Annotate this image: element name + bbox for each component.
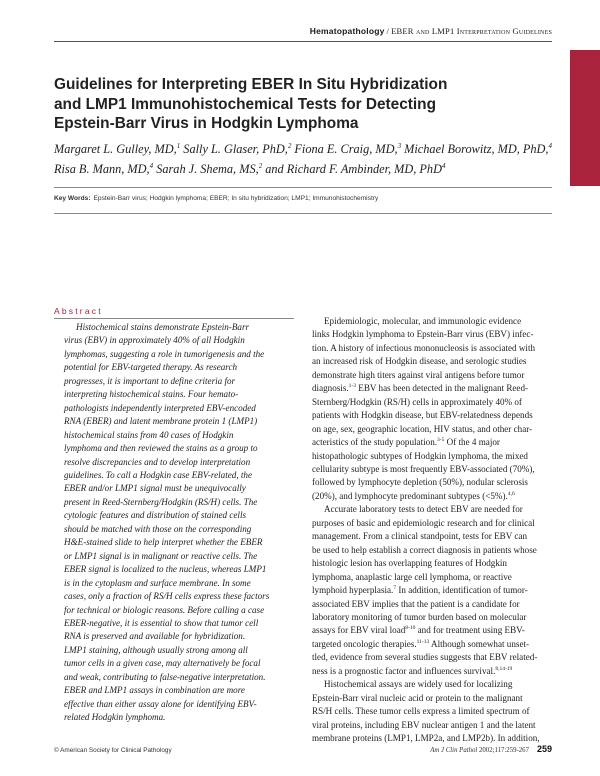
body-line-text: acteristics of the study population. (312, 437, 438, 448)
body-line-text: Histochemical assays are widely used for localizing (324, 679, 513, 690)
body-line-text: targeted oncologic therapies. (312, 638, 417, 649)
body-line (312, 638, 552, 651)
body-line-text: Epstein-Barr viral nucleic acid or protein to the malignant (312, 692, 523, 703)
body-line (312, 719, 552, 732)
journal-citation: 2002;117:259-267 (477, 747, 529, 754)
abstract-line: cases, only a fraction of RS/H cells express these factors (64, 591, 270, 602)
body-line-text: membrane proteins (LMP1, LMP2a, and LMP2b). In addition, (312, 733, 540, 744)
article-title (54, 75, 554, 134)
body-line (312, 678, 552, 691)
abstract-heading: Abstract (54, 306, 103, 316)
abstract-line: EBER and/or LMP1 signal must be unequivocally (64, 483, 246, 494)
citation-superscript: 11-13 (416, 638, 430, 645)
abstract-line: EBER-negative, it is essential to show that tumor cell (64, 617, 259, 628)
body-line (312, 598, 552, 611)
body-line (312, 490, 552, 503)
body-line (312, 651, 552, 664)
abstract-line: cytologic features and distribution of stained cells (64, 510, 247, 521)
body-line (312, 423, 552, 436)
body-line-text: lymphoma, anaplastic large cell lymphoma, or reactive (312, 571, 512, 582)
author-name: Margaret L. Gulley, MD, (54, 142, 177, 157)
body-line (312, 328, 552, 341)
author-list (54, 138, 554, 178)
abstract-line: EBER signal is localized to the nucleus, whereas LMP1 (64, 564, 267, 575)
body-line (312, 355, 552, 368)
abstract-line: tumor cells in a given case, may alternatively be focal (64, 658, 261, 669)
abstract-line: histochemical stains from 40 cases of Hodgkin (64, 429, 234, 440)
body-line-text: tled, evidence from several studies suggests that EBV related- (312, 652, 538, 663)
body-line-text: patients with Hodgkin disease, but EBV-relatedness depends (312, 410, 533, 421)
abstract-line: guidelines. To call a Hodgkin case EBV-related, the (64, 469, 252, 480)
body-line (312, 396, 552, 409)
abstract-line: should be matched with those on the corresponding (64, 523, 252, 534)
abstract-rule (54, 318, 294, 319)
body-line-text: laboratory monitoring of tumor burden based on molecular (312, 611, 527, 622)
footer-citation (430, 744, 552, 754)
keywords-bottom-rule (54, 213, 552, 214)
affiliation-mark: 2 (258, 162, 263, 171)
body-line-text: lymphoid hyperplasia. (312, 585, 394, 596)
body-line (312, 584, 552, 597)
body-line (312, 382, 552, 395)
body-line (312, 624, 552, 637)
abstract-line: RNA is preserved and available for hybridization. (64, 631, 246, 642)
affiliation-mark: 4 (441, 162, 446, 171)
body-line-text: followed by lymphocyte depletion (50%), nodular sclerosis (312, 477, 528, 488)
running-head-subtitle: EBER and LMP1 Interpretation Guidelines (391, 26, 552, 36)
abstract-line: potential for EBV-targeted therapy. As research (64, 362, 238, 373)
abstract-line: effective than either assay alone for identifying EBV- (64, 698, 257, 709)
title-line: Guidelines for Interpreting EBER In Situ Hybridization (54, 76, 448, 93)
title-line: Epstein-Barr Virus in Hodgkin Lymphoma (54, 115, 359, 132)
abstract-text (64, 321, 296, 725)
abstract-line: present in Reed-Sternberg/Hodgkin (RS/H) cells. The (64, 496, 258, 507)
keywords-text: Epstein-Barr virus; Hodgkin lymphoma; EBER; In situ hybridization; LMP1; Immunohistochemistry (93, 195, 379, 202)
body-line (312, 315, 552, 328)
abstract-line: EBER and LMP1 assays in combination are more (64, 685, 245, 696)
abstract-line: virus (EBV) in approximately 40% of all Hodgkin (64, 335, 245, 346)
body-line-text: Epidemiologic, molecular, and immunologic evidence (324, 316, 522, 326)
abstract-line: is in the cytoplasm and surface membrane. In some (64, 577, 251, 588)
body-line-text: Accurate laboratory tests to detect EBV are needed for (324, 504, 523, 515)
color-tab (570, 50, 600, 186)
body-line-text: purposes of basic and epidemiologic research and for clinical (312, 517, 535, 528)
body-line (312, 342, 552, 355)
abstract-line: H&E-stained slide to help interpret whether the EBER (64, 537, 263, 548)
author-name: Sarah J. Shema, MS, (153, 162, 259, 177)
body-line (312, 692, 552, 705)
body-line-text: viral proteins, including EBV nuclear antigen 1 and the latent (312, 719, 536, 730)
body-line-text: RS/H cells. These tumor cells express a limited spectrum of (312, 706, 530, 717)
body-line-text: In addition, identification of tumor- (396, 585, 528, 596)
abstract-line: pathologists independently interpreted EBV-encoded (64, 402, 256, 413)
copyright: © American Society for Clinical Pathology (54, 747, 172, 754)
body-line-text: (20%), and lymphocyte predominant subtypes (<5%). (312, 490, 508, 501)
body-line (312, 503, 552, 516)
citation-superscript: 1-3 (348, 383, 356, 390)
body-line-text: cellularity subtype is most frequently EBV-associated (70%), (312, 463, 535, 474)
body-text (312, 315, 552, 746)
body-line-text: on age, sex, geographic location, HIV status, and other char- (312, 423, 533, 434)
body-line-text: tion. A history of infectious mononucleosis is associated with (312, 342, 536, 353)
abstract-line: progresses, it is important to define criteria for (64, 375, 236, 386)
body-line-text: links Hodgkin lymphoma to Epstein-Barr virus (EBV) infec- (312, 329, 534, 340)
abstract-line: or LMP1 signal is in malignant or reactive cells. The (64, 550, 258, 561)
keywords-top-rule (54, 187, 552, 188)
title-line: and LMP1 Immunohistochemical Tests for Detecting (54, 95, 436, 113)
author-name: Michael Borowitz, MD, PhD, (401, 142, 549, 157)
author-name: Fiona E. Craig, MD, (291, 142, 398, 157)
body-line-text: Although somewhat unset- (429, 638, 530, 649)
body-line (312, 463, 552, 476)
body-line (312, 544, 552, 557)
citation-superscript: 3-5 (437, 437, 445, 444)
body-line (312, 557, 552, 570)
citation-superscript: 4,6 (507, 490, 515, 497)
affiliation-mark: 3 (397, 142, 402, 150)
abstract-line: interpreting histochemical stains. Four hemato- (64, 389, 239, 400)
abstract-line: RNA (EBER) and latent membrane protein 1 (LMP1) (64, 416, 258, 427)
author-line (54, 138, 554, 158)
citation-superscript: 8,14-19 (495, 665, 513, 672)
body-line (312, 571, 552, 584)
body-line-text: ness is a prognostic factor and influences survival. (312, 665, 496, 676)
abstract-line: related Hodgkin lymphoma. (64, 712, 166, 723)
body-line (312, 665, 552, 678)
header-rule (54, 41, 552, 42)
running-head-separator: / (386, 26, 390, 36)
body-line-text: histologic lesion has overlapping features of Hodgkin (312, 558, 507, 569)
affiliation-mark: 2 (287, 142, 292, 150)
abstract-line: lymphomas, suggesting a role in tumorigenesis and the (64, 348, 265, 359)
body-line (312, 530, 552, 543)
abstract-line: LMP1 staining, although usually strong among all (64, 644, 248, 655)
abstract-line: and weak, contributing to false-negative interpretation. (64, 671, 266, 682)
keywords-label: Key Words: (54, 195, 91, 202)
page-number: 259 (536, 744, 552, 754)
body-line (312, 409, 552, 422)
affiliation-mark: 4 (149, 162, 154, 171)
body-line (312, 517, 552, 530)
body-line-text: and for treatment using EBV- (415, 625, 525, 636)
author-name: Sally L. Glaser, PhD, (180, 142, 288, 157)
author-name: and Richard F. Ambinder, MD, PhD (262, 162, 442, 177)
abstract-line: for technical or biologic reasons. Before calling a case (64, 604, 265, 615)
running-head (310, 26, 552, 36)
author-name: Risa B. Mann, MD, (54, 162, 150, 177)
body-line-text: Of the 4 major (444, 437, 500, 448)
body-line-text: demonstrate high titers against viral antigens before tumor (312, 369, 525, 380)
body-line-text: Sternberg/Hodgkin (RS/H) cells in approximately 40% of (312, 396, 522, 407)
keywords (54, 195, 554, 202)
section-name: Hematopathology (309, 26, 385, 36)
body-line (312, 611, 552, 624)
body-line (312, 476, 552, 489)
body-line-text: associated EBV implies that the patient is a candidate for (312, 598, 520, 609)
body-line (312, 450, 552, 463)
abstract-line: lymphoma and then reviewed the stains as a group to (64, 443, 258, 454)
body-line-text: an increased risk of Hodgkin disease, and serologic studies (312, 356, 527, 367)
body-line-text: diagnosis. (312, 383, 349, 394)
body-line-text: be used to help establish a correct diagnosis in patients whose (312, 544, 537, 555)
body-line (312, 705, 552, 718)
body-line-text: assays for EBV viral load (312, 625, 406, 636)
abstract-line: Histochemical stains demonstrate Epstein-Barr (76, 322, 250, 332)
citation-superscript: 7 (393, 585, 397, 592)
journal-name: Am J Clin Pathol (430, 747, 478, 754)
affiliation-mark: 1 (176, 142, 181, 150)
abstract-line: resolve discrepancies and to develop interpretation (64, 456, 251, 467)
citation-superscript: 8-10 (405, 625, 416, 632)
body-line (312, 369, 552, 382)
author-line (54, 158, 554, 178)
body-line-text: EBV has been detected in the malignant Reed- (355, 383, 529, 394)
affiliation-mark: 4 (548, 142, 553, 150)
body-line-text: management. From a clinical standpoint, tests for EBV can (312, 531, 527, 542)
body-line (312, 436, 552, 449)
body-line-text: histopathologic subtypes of Hodgkin lymphoma, the mixed (312, 450, 528, 461)
